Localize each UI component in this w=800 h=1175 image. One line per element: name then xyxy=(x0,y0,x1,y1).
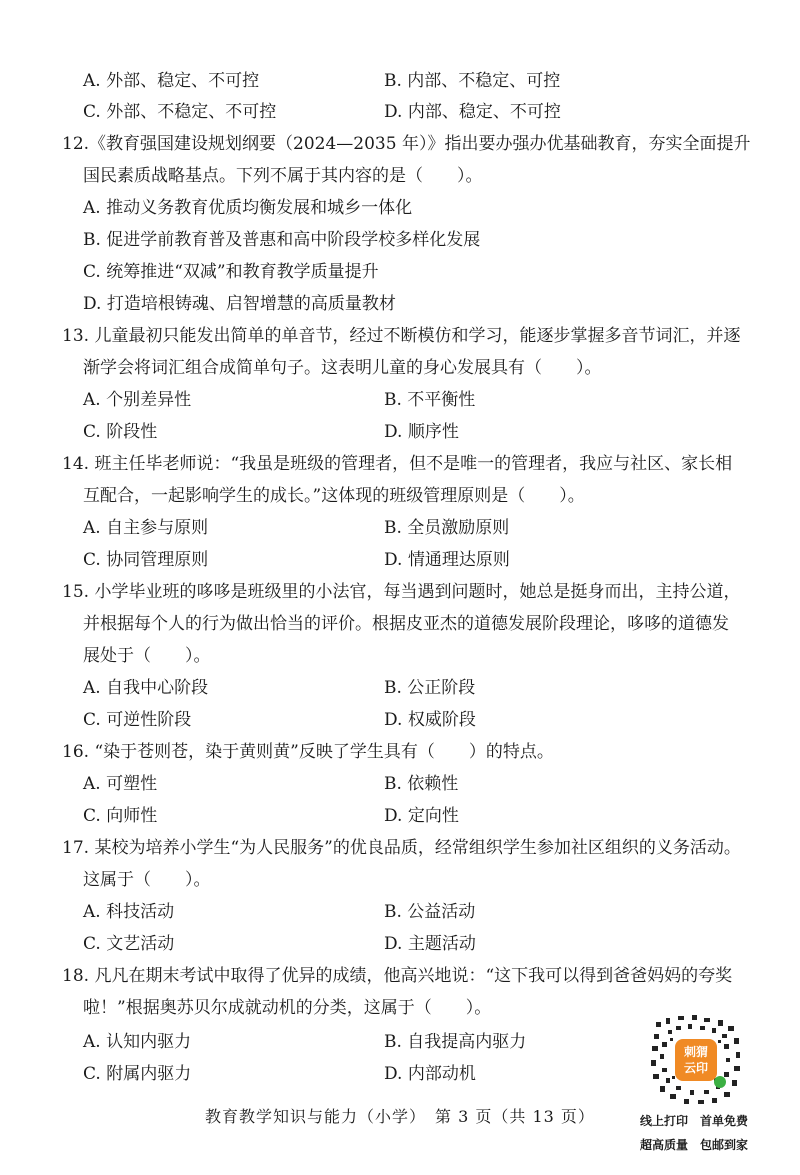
question-15-option-b: B. 公正阶段 xyxy=(384,678,476,698)
question-13-option-c: C. 阶段性 xyxy=(83,422,158,442)
question-18-option-b: B. 自我提高内驱力 xyxy=(384,1032,527,1052)
qr-badge-line-1: 刺猬 xyxy=(683,1045,709,1059)
qr-caption-line-2: 超高质量 包邮到家 xyxy=(640,1138,749,1152)
question-16-option-c: C. 向师性 xyxy=(83,806,158,826)
question-13-option-d: D. 顺序性 xyxy=(384,422,459,442)
question-17-option-b: B. 公益活动 xyxy=(384,902,476,922)
page-footer: 教育教学知识与能力（小学） 第 3 页（共 13 页） xyxy=(205,1107,595,1126)
question-18-line-2: 啦！”根据奥苏贝尔成就动机的分类，这属于（ ）。 xyxy=(83,998,492,1018)
question-13-line-1: 13. 儿童最初只能发出简单的单音节，经过不断模仿和学习，能逐步掌握多音节词汇，并逐 xyxy=(62,326,741,346)
question-16-option-b: B. 依赖性 xyxy=(384,774,459,794)
question-13-option-a: A. 个别差异性 xyxy=(83,390,192,410)
mini-program-icon xyxy=(714,1076,726,1088)
question-14-line-2: 互配合，一起影响学生的成长。”这体现的班级管理原则是（ ）。 xyxy=(83,486,585,506)
question-14-option-b: B. 全员激励原则 xyxy=(384,518,510,538)
question-12-option-d: D. 打造培根铸魂、启智增慧的高质量教材 xyxy=(83,294,396,314)
question-18-line-1: 18. 凡凡在期末考试中取得了优异的成绩，他高兴地说：“这下我可以得到爸爸妈妈的夸奖 xyxy=(62,966,733,986)
prev-option-c: C. 外部、不稳定、不可控 xyxy=(83,102,277,122)
question-15-line-2: 并根据每个人的行为做出恰当的评价。根据皮亚杰的道德发展阶段理论，哆哆的道德发 xyxy=(83,614,729,634)
question-17-line-2: 这属于（ ）。 xyxy=(83,870,211,890)
qr-badge-line-2: 云印 xyxy=(683,1061,709,1075)
question-15-option-d: D. 权威阶段 xyxy=(384,710,476,730)
question-14-option-d: D. 情通理达原则 xyxy=(384,550,510,570)
question-18-option-d: D. 内部动机 xyxy=(384,1064,476,1084)
question-13-option-b: B. 不平衡性 xyxy=(384,390,476,410)
question-15-line-3: 展处于（ ）。 xyxy=(83,646,211,666)
question-12-line-2: 国民素质战略基点。下列不属于其内容的是（ ）。 xyxy=(83,166,483,186)
question-18-option-a: A. 认知内驱力 xyxy=(83,1032,192,1052)
prev-option-a: A. 外部、稳定、不可控 xyxy=(83,71,260,91)
prev-option-b: B. 内部、不稳定、可控 xyxy=(384,71,561,91)
qr-code[interactable] xyxy=(648,1012,744,1108)
question-14-option-c: C. 协同管理原则 xyxy=(83,550,209,570)
question-17-option-d: D. 主题活动 xyxy=(384,934,476,954)
question-15-line-1: 15. 小学毕业班的哆哆是班级里的小法官，每当遇到问题时，她总是挺身而出，主持公道， xyxy=(62,582,741,602)
question-12-option-b: B. 促进学前教育普及普惠和高中阶段学校多样化发展 xyxy=(83,230,481,250)
question-12-option-a: A. 推动义务教育优质均衡发展和城乡一体化 xyxy=(83,198,413,218)
question-15-option-c: C. 可逆性阶段 xyxy=(83,710,192,730)
question-12-option-c: C. 统筹推进“双减”和教育教学质量提升 xyxy=(83,262,379,282)
qr-caption-line-1: 线上打印 首单免费 xyxy=(640,1114,749,1128)
question-13-line-2: 渐学会将词汇组合成简单句子。这表明儿童的身心发展具有（ ）。 xyxy=(83,358,602,378)
question-12-line-1: 12.《教育强国建设规划纲要（2024—2035 年）》指出要办强办优基础教育，夯实全面提升 xyxy=(62,134,751,154)
question-14-line-1: 14. 班主任毕老师说：“我虽是班级的管理者，但不是唯一的管理者，我应与社区、家长相 xyxy=(62,454,733,474)
question-17-option-a: A. 科技活动 xyxy=(83,902,175,922)
question-17-line-1: 17. 某校为培养小学生“为人民服务”的优良品质，经常组织学生参加社区组织的义务活动。 xyxy=(62,838,741,858)
question-14-option-a: A. 自主参与原则 xyxy=(83,518,209,538)
question-16-option-a: A. 可塑性 xyxy=(83,774,158,794)
question-18-option-c: C. 附属内驱力 xyxy=(83,1064,192,1084)
question-15-option-a: A. 自我中心阶段 xyxy=(83,678,209,698)
question-17-option-c: C. 文艺活动 xyxy=(83,934,175,954)
prev-option-d: D. 内部、稳定、不可控 xyxy=(384,102,561,122)
question-16-option-d: D. 定向性 xyxy=(384,806,459,826)
question-16-line-1: 16. “染于苍则苍，染于黄则黄”反映了学生具有（ ）的特点。 xyxy=(62,742,554,762)
